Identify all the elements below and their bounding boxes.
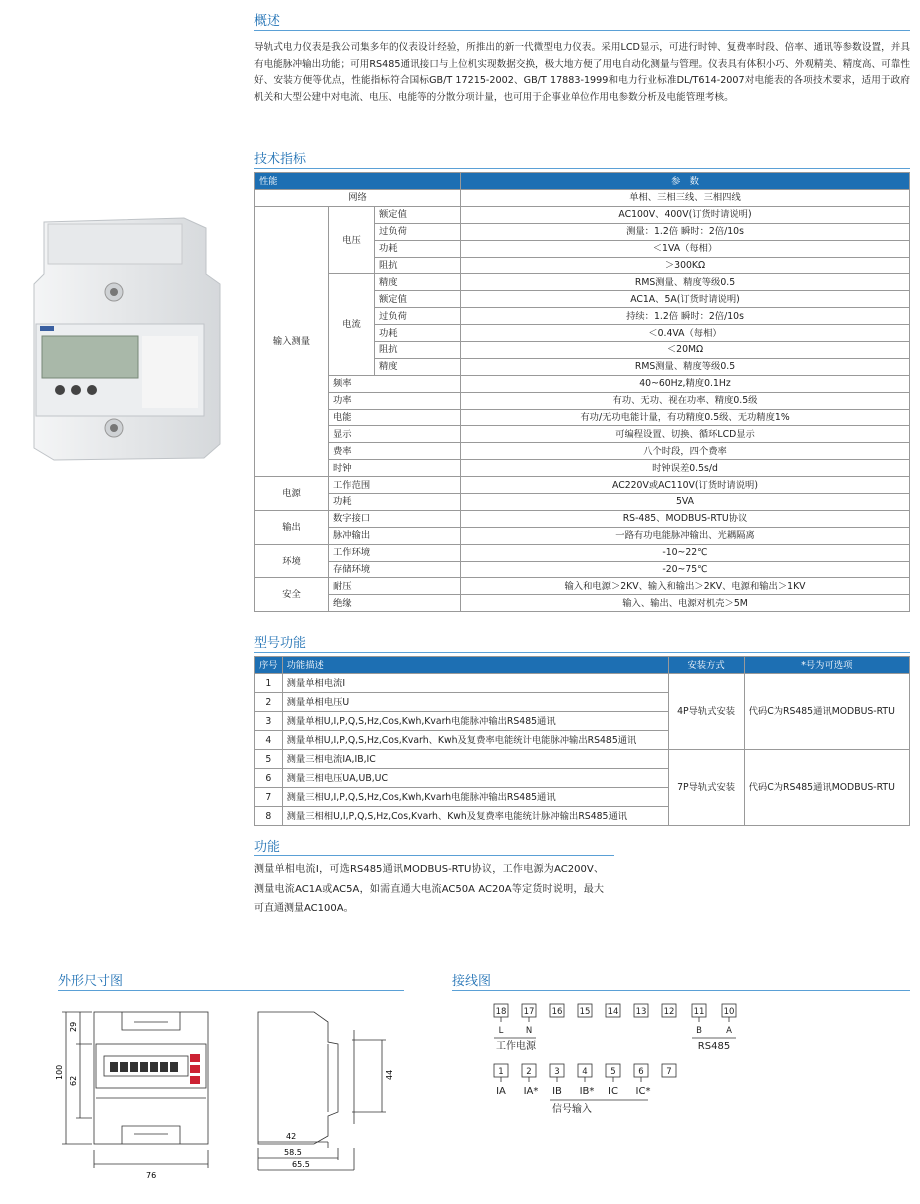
table-row xyxy=(255,494,910,511)
spec-item: 精度 xyxy=(375,358,461,375)
model-no: 2 xyxy=(255,693,283,712)
label-ic-star: IC* xyxy=(635,1086,651,1097)
terminal-1: 1 xyxy=(498,1067,504,1077)
overview-text: 导轨式电力仪表是我公司集多年的仪表设计经验，所推出的新一代微型电力仪表。采用LCD显示，可进行时钟、复费率时段、倍率、通讯等参数设置，并具有电能脉冲输出功能；可用RS485通讯接口与上位机实现数据交换，极大地方便了用电自动化测量与管理。仪表具有体积小巧、外观精美、精度高、可靠性好、安装方便等优点，性能指标符合国标GB/T 17215-2002、GB/T 17883-1999和电力行业标准DL/T614-2007对电能表的各项技术要求，适用于政府机关和大型公建中对电流、电压、电能等的分散分项计量，也可用于企事业单位作用电参数分析及电能管理考核。 xyxy=(254,42,910,103)
model-no: 3 xyxy=(255,712,283,731)
table-row xyxy=(255,426,910,443)
spec-current-label: 电流 xyxy=(329,274,375,375)
terminal-6: 6 xyxy=(638,1067,644,1077)
model-desc: 测量三相电流IA,IB,IC xyxy=(282,750,668,769)
table-row xyxy=(255,477,910,494)
model-no: 8 xyxy=(255,807,283,826)
model-no: 4 xyxy=(255,731,283,750)
spec-value: 输入和电源＞2KV、输入和输出＞2KV、电源和输出＞1KV xyxy=(461,578,910,595)
spec-item: 费率 xyxy=(329,443,461,460)
table-row xyxy=(255,409,910,426)
dim-42: 42 xyxy=(286,1132,297,1141)
table-row xyxy=(255,206,910,223)
spec-value: 持续：1.2倍 瞬时：2倍/10s xyxy=(461,308,910,325)
table-row xyxy=(255,190,910,207)
spec-value: RMS测量、精度等级0.5 xyxy=(461,274,910,291)
models-header-row xyxy=(255,657,910,674)
spec-value: 有功、无功、视在功率、精度0.5级 xyxy=(461,392,910,409)
models-head-option: *号为可选项 xyxy=(744,657,909,674)
model-desc: 测量单相U,I,P,Q,S,Hz,Cos,Kvarh、Kwh及复费率电能统计电能脉冲输出RS485通讯 xyxy=(282,731,668,750)
overview-rule xyxy=(254,30,910,31)
spec-value: 输入、输出、电源对机壳＞5M xyxy=(461,595,910,612)
spec-item: 功率 xyxy=(329,392,461,409)
dim-29: 29 xyxy=(69,1021,78,1032)
spec-value: RMS测量、精度等级0.5 xyxy=(461,358,910,375)
terminal-11: 11 xyxy=(693,1007,705,1017)
rs485-label: RS485 xyxy=(697,1041,731,1052)
terminal-2: 2 xyxy=(526,1067,532,1077)
spec-title: 技术指标 xyxy=(254,152,307,167)
dim-100: 100 xyxy=(55,1064,64,1080)
spec-item: 精度 xyxy=(375,274,461,291)
label-b: B xyxy=(696,1026,702,1036)
spec-header-row xyxy=(255,173,910,190)
spec-item: 电能 xyxy=(329,409,461,426)
wiring-diagram xyxy=(490,996,790,1126)
terminal-17: 17 xyxy=(523,1007,535,1017)
model-no: 5 xyxy=(255,750,283,769)
model-option-7p-text: 代码C为RS485通讯MODBUS-RTU xyxy=(748,781,895,793)
model-desc: 测量三相电压UA,UB,UC xyxy=(282,769,668,788)
models-head-no: 序号 xyxy=(255,657,283,674)
spec-item: 脉冲输出 xyxy=(329,527,461,544)
table-row xyxy=(255,561,910,578)
model-desc: 测量三相相U,I,P,Q,S,Hz,Cos,Kvarh、Kwh及复费率电能统计脉冲输出RS485通讯 xyxy=(282,807,668,826)
table-row xyxy=(255,274,910,291)
spec-value: AC100V、400V(订货时请说明) xyxy=(461,206,910,223)
models-table xyxy=(254,656,910,826)
spec-value: ＜1VA（每相） xyxy=(461,240,910,257)
model-desc: 测量单相电流I xyxy=(282,674,668,693)
wiring-rule xyxy=(452,990,910,991)
spec-item: 存储环境 xyxy=(329,561,461,578)
model-option-7p xyxy=(744,750,909,826)
label-ic: IC xyxy=(608,1086,618,1097)
dims-rule xyxy=(58,990,404,991)
terminal-5: 5 xyxy=(610,1067,616,1077)
terminal-7: 7 xyxy=(666,1067,672,1077)
spec-value: ＜0.4VA（每相） xyxy=(461,325,910,342)
model-no: 1 xyxy=(255,674,283,693)
terminal-18: 18 xyxy=(495,1007,507,1017)
dimension-drawing xyxy=(52,1000,402,1190)
spec-item: 过负荷 xyxy=(375,223,461,240)
spec-group-label: 输出 xyxy=(255,510,329,544)
model-desc: 测量单相电压U xyxy=(282,693,668,712)
spec-item: 耐压 xyxy=(329,578,461,595)
dim-65-5: 65.5 xyxy=(292,1160,310,1169)
spec-value: 有功/无功电能计量，有功精度0.5级、无功精度1% xyxy=(461,409,910,426)
spec-value: 5VA xyxy=(461,494,910,511)
power-label: 工作电源 xyxy=(496,1041,536,1052)
terminal-12: 12 xyxy=(663,1007,675,1017)
dim-62: 62 xyxy=(69,1075,78,1086)
spec-input-label: 输入测量 xyxy=(255,206,329,476)
model-install-7p: 7P导轨式安装 xyxy=(668,750,744,826)
spec-value: 八个时段，四个费率 xyxy=(461,443,910,460)
spec-value: AC220V或AC110V(订货时请说明) xyxy=(461,477,910,494)
function-text: 测量单相电流I，可选RS485通讯MODBUS-RTU协议，工作电源为AC200V、测量电流AC1A或AC5A，如需直通大电流AC50A AC20A等定货时说明，最大可直通测量AC100A。 xyxy=(254,864,604,914)
table-row xyxy=(255,544,910,561)
spec-item: 功耗 xyxy=(375,240,461,257)
models-title: 型号功能 xyxy=(254,636,307,651)
label-n: N xyxy=(525,1026,533,1036)
spec-item: 绝缘 xyxy=(329,595,461,612)
spec-value: 可编程设置、切换、循环LCD显示 xyxy=(461,426,910,443)
spec-head-left: 性能 xyxy=(255,173,461,190)
dim-44: 44 xyxy=(385,1069,394,1080)
signal-label: 信号输入 xyxy=(552,1104,592,1115)
table-row xyxy=(255,578,910,595)
terminal-4: 4 xyxy=(582,1067,588,1077)
spec-value: ＜20MΩ xyxy=(461,342,910,359)
spec-network-value: 单相、三相三线、三相四线 xyxy=(461,190,910,207)
spec-item: 阻抗 xyxy=(375,257,461,274)
terminal-16: 16 xyxy=(551,1007,563,1017)
spec-item: 功耗 xyxy=(375,325,461,342)
function-rule xyxy=(254,855,614,856)
spec-item: 额定值 xyxy=(375,206,461,223)
model-option-4p-text: 代码C为RS485通讯MODBUS-RTU xyxy=(748,705,895,717)
spec-item: 功耗 xyxy=(329,494,461,511)
models-head-install: 安装方式 xyxy=(668,657,744,674)
model-desc: 测量单相U,I,P,Q,S,Hz,Cos,Kwh,Kvarh电能脉冲输出RS485通讯 xyxy=(282,712,668,731)
spec-head-right: 参 数 xyxy=(461,173,910,190)
spec-item: 显示 xyxy=(329,426,461,443)
terminal-10: 10 xyxy=(723,1007,735,1017)
terminal-3: 3 xyxy=(554,1067,560,1077)
meter-product-image xyxy=(24,214,224,464)
model-no: 6 xyxy=(255,769,283,788)
spec-value: 40~60Hz,精度0.1Hz xyxy=(461,375,910,392)
spec-group-label: 安全 xyxy=(255,578,329,612)
model-no: 7 xyxy=(255,788,283,807)
label-ia: IA xyxy=(496,1086,506,1097)
spec-value: 一路有功电能脉冲输出、光耦隔离 xyxy=(461,527,910,544)
table-row xyxy=(255,674,910,693)
spec-item: 工作环境 xyxy=(329,544,461,561)
label-ia-star: IA* xyxy=(523,1086,539,1097)
table-row xyxy=(255,460,910,477)
overview-title: 概述 xyxy=(254,14,281,29)
spec-value: -10~22℃ xyxy=(461,544,910,561)
spec-network-label: 网络 xyxy=(255,190,461,207)
terminal-14: 14 xyxy=(607,1007,619,1017)
model-install-4p: 4P导轨式安装 xyxy=(668,674,744,750)
table-row xyxy=(255,595,910,612)
models-rule xyxy=(254,652,910,653)
spec-voltage-label: 电压 xyxy=(329,206,375,274)
model-desc: 测量三相U,I,P,Q,S,Hz,Cos,Kwh,Kvarh电能脉冲输出RS485通讯 xyxy=(282,788,668,807)
label-ib: IB xyxy=(552,1086,562,1097)
spec-value: -20~75℃ xyxy=(461,561,910,578)
spec-item: 额定值 xyxy=(375,291,461,308)
terminal-15: 15 xyxy=(579,1007,591,1017)
spec-item: 阻抗 xyxy=(375,342,461,359)
spec-value: AC1A、5A(订货时请说明) xyxy=(461,291,910,308)
label-a: A xyxy=(726,1026,732,1036)
spec-table xyxy=(254,172,910,612)
function-title: 功能 xyxy=(254,840,281,855)
spec-value: ＞300KΩ xyxy=(461,257,910,274)
label-ib-star: IB* xyxy=(579,1086,595,1097)
table-row xyxy=(255,510,910,527)
spec-item: 时钟 xyxy=(329,460,461,477)
dim-76: 76 xyxy=(146,1171,157,1180)
wiring-title: 接线图 xyxy=(452,974,492,989)
table-row xyxy=(255,392,910,409)
dim-58-5: 58.5 xyxy=(284,1148,302,1157)
table-row xyxy=(255,375,910,392)
table-row xyxy=(255,750,910,769)
dims-title: 外形尺寸图 xyxy=(58,974,124,989)
spec-group-label: 环境 xyxy=(255,544,329,578)
spec-value: 时钟误差0.5s/d xyxy=(461,460,910,477)
table-row xyxy=(255,527,910,544)
spec-value: RS-485、MODBUS-RTU协议 xyxy=(461,510,910,527)
spec-item: 工作范围 xyxy=(329,477,461,494)
spec-item: 频率 xyxy=(329,375,461,392)
spec-item: 过负荷 xyxy=(375,308,461,325)
table-row xyxy=(255,443,910,460)
terminal-13: 13 xyxy=(635,1007,647,1017)
spec-item: 数字接口 xyxy=(329,510,461,527)
models-head-desc: 功能描述 xyxy=(282,657,668,674)
model-option-4p xyxy=(744,674,909,750)
label-l: L xyxy=(498,1026,504,1036)
spec-group-label: 电源 xyxy=(255,477,329,511)
spec-value: 测量：1.2倍 瞬时：2倍/10s xyxy=(461,223,910,240)
spec-rule xyxy=(254,168,910,169)
